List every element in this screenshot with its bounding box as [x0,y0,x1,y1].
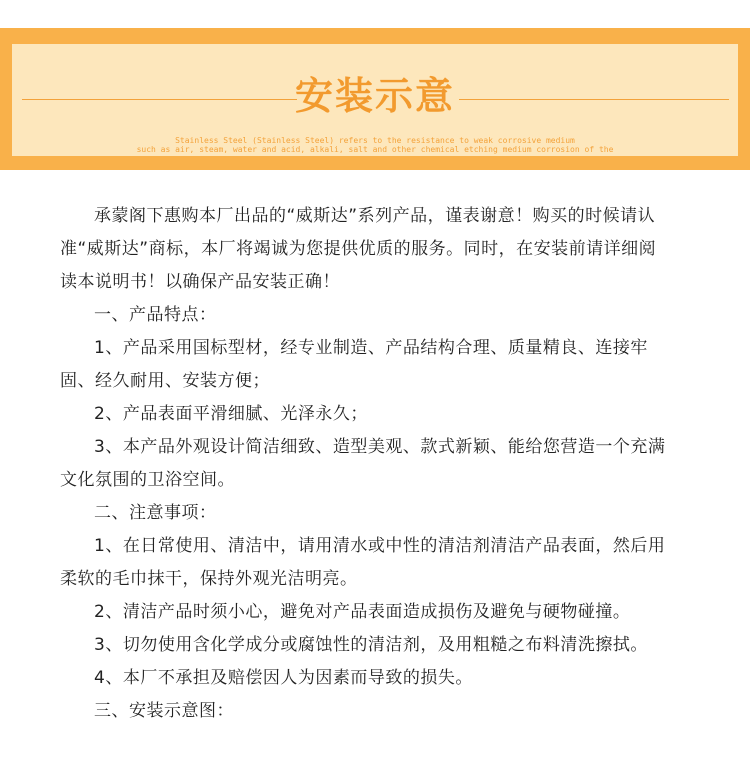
banner-title: 安装示意 [294,74,455,118]
section-heading-diagram: 三、安装示意图： [94,701,234,721]
note-item: 1、在日常使用、清洁中，请用清水或中性的清洁剂清洁产品表面，然后用柔软的毛巾抹干，保持外观光洁明亮。 [60,536,666,589]
note-item: 4、本厂不承担及赔偿因人为因素而导致的损失。 [94,668,473,688]
banner-panel [12,44,738,156]
section-heading-notes: 二、注意事项： [94,503,217,523]
header-banner [0,28,750,170]
feature-item: 2、产品表面平滑细腻、光泽永久； [94,404,368,424]
banner-subtitle-line2: such as air, steam, water and acid, alkali, salt and other chemical etching medium corrosion of the [136,145,614,154]
feature-item: 3、本产品外观设计简洁细致、造型美观、款式新颖、能给您营造一个充满文化氛围的卫浴空间。 [60,437,666,490]
section-heading-features: 一、产品特点： [94,305,217,325]
intro-paragraph: 承蒙阁下惠购本厂出品的“威斯达”系列产品，谨表谢意！购买的时候请认准“威斯达”商标，本厂将竭诚为您提供优质的服务。同时，在安装前请详细阅读本说明书！以确保产品安装正确！ [60,206,657,292]
note-item: 2、清洁产品时须小心，避免对产品表面造成损伤及避免与硬物碰撞。 [94,602,631,622]
banner-subtitle-line1: Stainless Steel (Stainless Steel) refers to the resistance to weak corrosive medium [175,136,575,145]
note-item: 3、切勿使用含化学成分或腐蚀性的清洁剂，及用粗糙之布料清洗擦拭。 [94,635,648,655]
feature-item: 1、产品采用国标型材，经专业制造、产品结构合理、质量精良、连接牢固、经久耐用、安装方便； [60,338,648,391]
instruction-body [60,200,670,728]
